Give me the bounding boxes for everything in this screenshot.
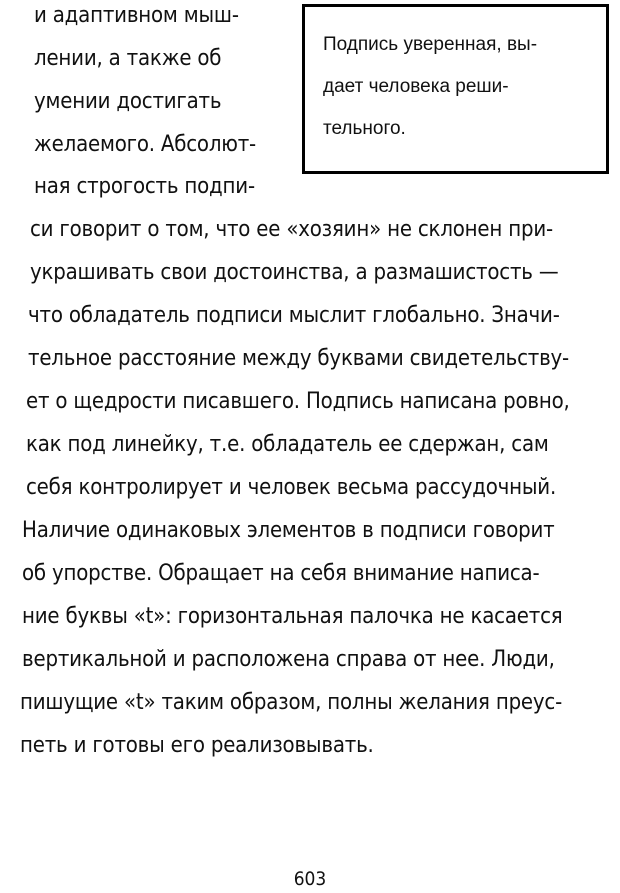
callout-line: Подпись уверенная, вы- [323,34,538,55]
text-line: петь и готовы его реализовывать. [20,733,374,758]
callout-line: дает человека реши- [323,76,509,97]
text-line: украшивать свои достоинства, а размашистость — [30,260,559,285]
text-line: как под линейку, т.е. обладатель ее сдержан, сам [26,432,549,457]
text-line: желаемого. Абсолют- [34,132,257,157]
text-line: ная строгость подпи- [34,174,255,199]
text-line: и адаптивном мыш- [34,3,239,28]
text-line: умении достигать [34,89,222,114]
text-line: себя контролирует и человек весьма рассудочный. [26,475,557,500]
text-line: тельное расстояние между буквами свидетельству- [28,346,569,371]
signature-callout-box [302,4,609,174]
text-line: Наличие одинаковых элементов в подписи говорит [22,518,555,543]
text-line: ние буквы «t»: горизонтальная палочка не касается [22,604,563,629]
text-line: об упорстве. Обращает на себя внимание написа- [22,561,540,586]
text-line: ет о щедрости писавшего. Подпись написана ровно, [26,389,570,414]
callout-line: тельного. [323,118,406,139]
text-line: пишущие «t» таким образом, полны желания преус- [20,690,563,715]
text-line: что обладатель подписи мыслит глобально. Значи- [28,303,560,328]
text-line: си говорит о том, что ее «хозяин» не склонен при- [30,217,553,242]
page-number: 603 [293,868,327,890]
text-line: вертикальной и расположена справа от нее. Люди, [22,647,555,672]
text-line: лении, а также об [34,46,222,71]
